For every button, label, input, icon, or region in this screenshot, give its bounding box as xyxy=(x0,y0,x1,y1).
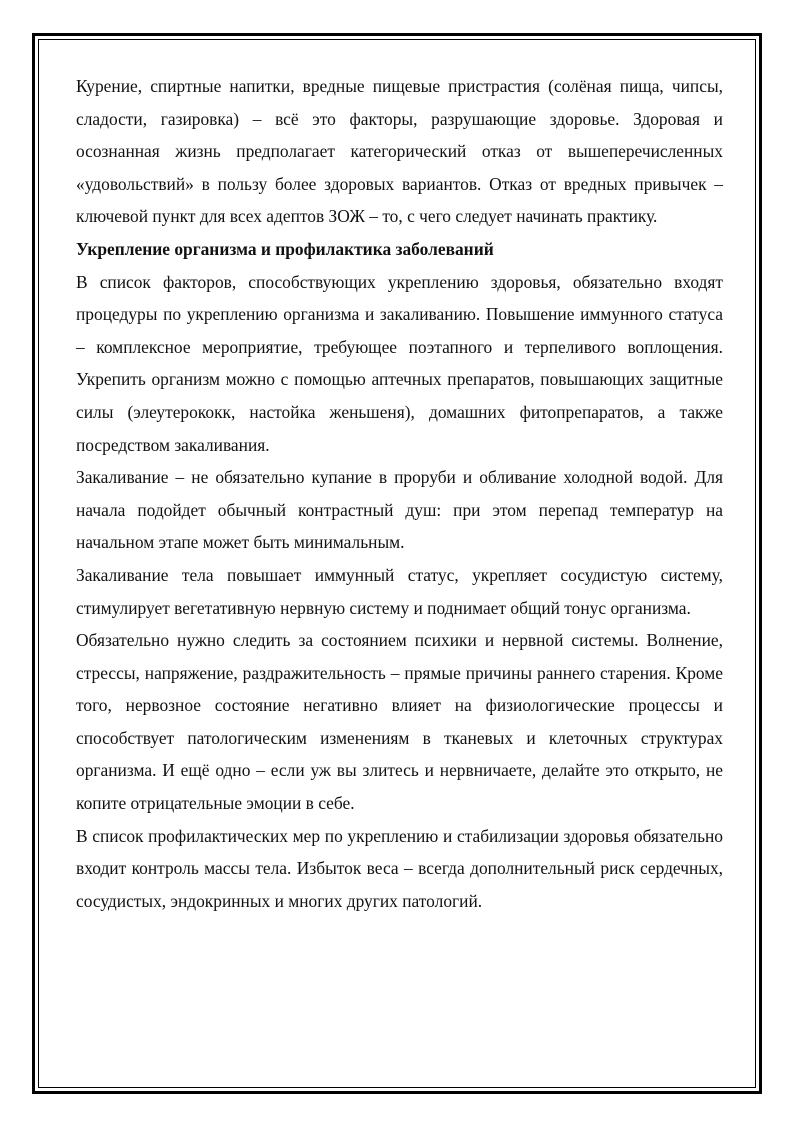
section-heading: Укрепление организма и профилактика заболеваний xyxy=(76,238,494,259)
paragraph-nervous-system: Обязательно нужно следить за состоянием психики и нервной системы. Волнение, стрессы, напряжение, раздражительность – прямые причины раннего старения. Кроме того, нервозное состояние негативно влияет на физиологические процессы и способствует патологическим изменениям в тканевых и клеточных структурах организма. И ещё одно – если уж вы злитесь и нервничаете, делайте это открыто, не копите отрицательные эмоции в себе. xyxy=(76,630,723,814)
paragraph-strengthening: В список факторов, способствующих укреплению здоровья, обязательно входят процедуры по укреплению организма и закаливанию. Повышение иммунного статуса – комплексное мероприятие, требующее поэтапного и терпеливого воплощения. Укрепить организм можно с помощью аптечных препаратов, повышающих защитные силы (элеутерококк, настойка женьшеня), домашних фитопрепаратов, а также посредством закаливания. xyxy=(76,271,723,455)
paragraph-bad-habits: Курение, спиртные напитки, вредные пищевые пристрастия (солёная пища, чипсы, сладости, газировка) – всё это факторы, разрушающие здоровье. Здоровая и осознанная жизнь предполагает категорический отказ от вышеперечисленных «удовольствий» в пользу более здоровых вариантов. Отказ от вредных привычек – ключевой пункт для всех адептов ЗОЖ – то, с чего следует начинать практику. xyxy=(76,76,723,227)
document-body xyxy=(76,70,723,917)
paragraph-hardening-benefits: Закаливание тела повышает иммунный статус, укрепляет сосудистую систему, стимулирует вегетативную нервную систему и поднимает общий тонус организма. xyxy=(76,564,723,618)
paragraph-weight-control: В список профилактических мер по укреплению и стабилизации здоровья обязательно входит контроль массы тела. Избыток веса – всегда дополнительный риск сердечных, сосудистых, эндокринных и многих других патологий. xyxy=(76,825,723,911)
paragraph-hardening-intro: Закаливание – не обязательно купание в проруби и обливание холодной водой. Для начала подойдет обычный контрастный душ: при этом перепад температур на начальном этапе может быть минимальным. xyxy=(76,467,723,553)
